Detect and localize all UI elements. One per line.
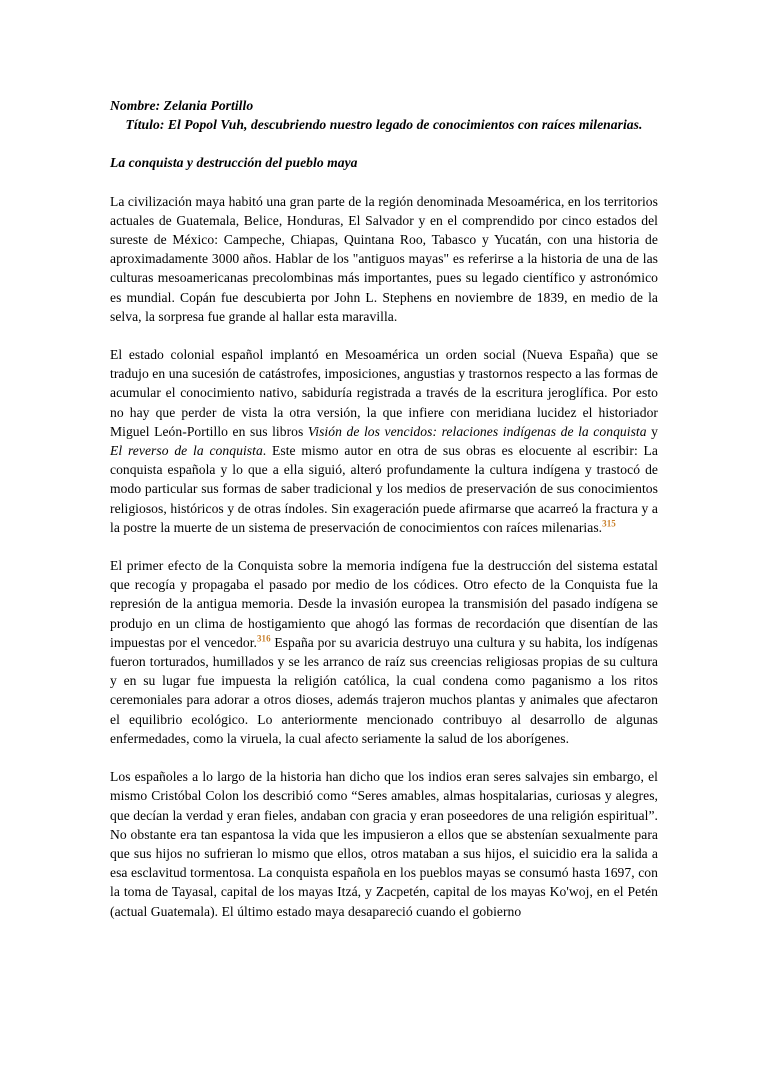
footnote-ref-315[interactable]: 315 xyxy=(602,518,616,529)
footnote-ref-316[interactable]: 316 xyxy=(256,633,271,644)
document-title: Título: El Popol Vuh, descubriendo nuestro legado de conocimientos con raíces milenarias. xyxy=(125,117,643,133)
paragraph-3-text-b: España por su avaricia destruyo una cultura y su habita, los indígenas fueron torturados, humillados y se les arranco de raíz sus creencias religiosas propias de su cultura y en su lugar fue impuesta la religión católica, la cual condena como paganismo a los ritos ceremoniales para adorar a otros dioses, además trajeron muchos plantas y animales que afectaron el equilibrio ecológico. Lo anteriormente mencionado contribuyo al desarrollo de algunas enfermedades, como la viruela, la cual afecto seriamente la salud de los aborígenes. xyxy=(110,634,658,746)
paragraph-2-text-a: El estado colonial español implantó en Mesoamérica un orden social (Nueva España) que se tradujo en una sucesión de catástrofes, imposiciones, angustias y trastornos respecto a las formas de acumular el conocimiento nativo, sabiduría registrada a través de la escritura jeroglífica. Por esto no hay que perder de vista la otra versión, la que infiere con meridiana lucidez el historiador Miguel León-Portillo en sus libros xyxy=(110,347,658,439)
author-line: Nombre: Zelania Portillo xyxy=(110,98,254,113)
section-heading: La conquista y destrucción del pueblo maya xyxy=(110,155,358,171)
book-title-el-reverso-de-la-conquista: El reverso de la conquista xyxy=(110,443,263,459)
book-title-vision-de-los-vencidos: Visión de los vencidos: relaciones indígenas de la conquista xyxy=(307,423,647,439)
document-page xyxy=(110,96,658,921)
paragraph-1: La civilización maya habitó una gran parte de la región denominada Mesoamérica, en los territorios actuales de Guatemala, Belice, Honduras, El Salvador y en el comprendido por cinco estados del sureste de México: Campeche, Chiapas, Quintana Roo, Tabasco y Yucatán, con una historia de aproximadamente 3000 años. Hablar de los "antiguos mayas" es referirse a la historia de una de las culturas mesoamericanas precolombinas más importantes, pues su legado científico y astronómico es mundial. Copán fue descubierta por John L. Stephens en noviembre de 1839, en medio de la selva, la sorpresa fue grande al hallar esta maravilla. xyxy=(110,193,658,324)
paragraph-4: Los españoles a lo largo de la historia han dicho que los indios eran seres salvajes sin embargo, el mismo Cristóbal Colon los describió como “Seres amables, almas hospitalarias, curiosas y alegres, que decían la verdad y eran fieles, andaban con gracia y eran poseedores de una religión espiritual”. No obstante era tan espantosa la vida que les impusieron a ellos que se abstenían sexualmente para que sus hijos no sufrieran lo mismo que ellos, otros mataban a sus hijos, el suicidio era la salida a esa esclavitud tormentosa. La conquista española en los pueblos mayas se consumó hasta 1697, con la toma de Tayasal, capital de los mayas Itzá, y Zacpetén, capital de los mayas Ko'woj, en el Petén (actual Guatemala). El último estado maya desapareció cuando el gobierno xyxy=(110,769,658,919)
paragraph-2-conjunction: y xyxy=(646,423,658,439)
paragraph-2-text-b: . Este mismo autor en otra de sus obras es elocuente al escribir: La conquista española y lo que a ella siguió, alteró profundamente la cultura indígena y trastocó de modo particular sus formas de saber tradicional y los medios de preservación de sus conocimientos religiosos, históricos y de otras índoles. Sin exageración puede afirmarse que acarreó la fractura y a la postre la muerte de un sistema de preservación de conocimientos con raíces milenarias. xyxy=(110,443,658,535)
paragraph-3 xyxy=(110,556,658,748)
paragraph-3-text-a: El primer efecto de la Conquista sobre la memoria indígena fue la destrucción del sistema estatal que recogía y propagaba el pasado por medio de los códices. Otro efecto de la Conquista fue la represión de la antigua memoria. Desde la invasión europea la transmisión del pasado indígena se produjo en un clima de hostigamiento que ahogó las formas de recordación que disentían de las impuestas por el vencedor. xyxy=(110,558,658,650)
paragraph-2 xyxy=(110,345,658,537)
